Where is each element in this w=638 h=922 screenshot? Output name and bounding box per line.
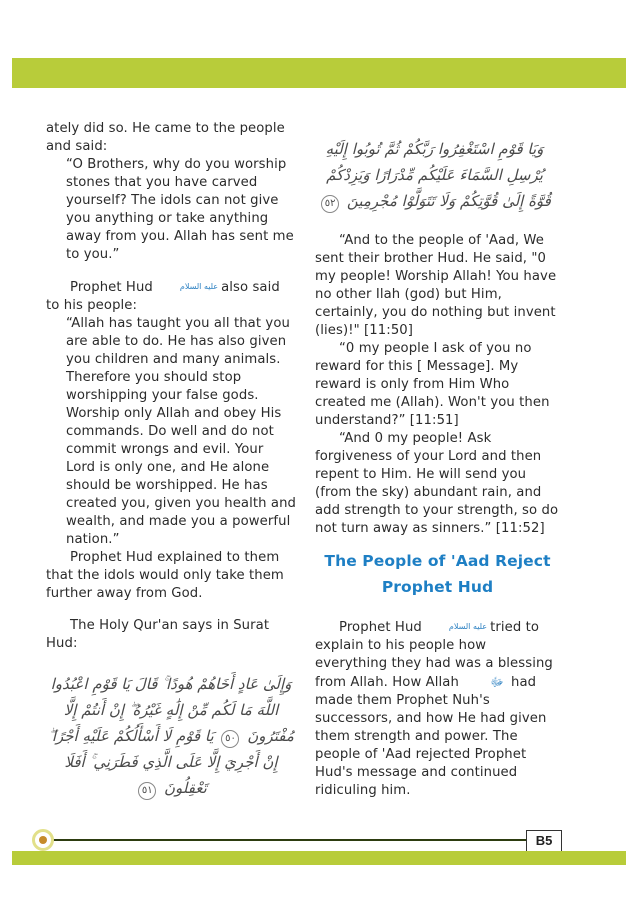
- verse-number-marker: ٥١: [138, 782, 156, 800]
- quote-paragraph: “Allah has taught you all that you are able to do. He has also given you children and many animals. Therefore you should stop worshipping your false gods. Worship only Allah and obey His commands. Do well and do not commit wrongs and evil. Your Lord is only one, and He alone should be worshipped. He has created you, given you health and wealth, and made you a powerful nation.”: [66, 316, 297, 547]
- paragraph: ately did so. He came to the people and said:: [46, 121, 285, 154]
- top-color-band: [12, 58, 626, 88]
- right-column: [315, 120, 560, 800]
- arabic-verse-block: [46, 671, 296, 801]
- honorific-glyph: عليه السلام: [448, 622, 488, 631]
- arabic-verse: يَا قَوْمِ لَا أَسْأَلُكُمْ عَلَيْهِ أَجْرًا ۖ إِنْ أَجْرِيَ إِلَّا عَلَى الَّذِي فَطَرَنِي ۚ أَفَلَا تَعْقِلُونَ: [48, 727, 278, 797]
- page-number: B5: [526, 830, 562, 852]
- honorific-glyph: عليه السلام: [179, 282, 219, 291]
- text-run: had made them Prophet Nuh's successors, and how He had given them strength and power. The people of 'Aad rejected Prophet Hud's message and continued ridiculing him.: [315, 675, 547, 798]
- paragraph: “And to the people of 'Aad, We sent their brother Hud. He said, "0 my people! Worship Allah! You have no other Ilah (god) but Him, certainly, you do nothing but invent (lies)!" [11:50]: [315, 233, 557, 338]
- text-run: Prophet Hud: [339, 620, 422, 635]
- text-run: also said to his people:: [46, 280, 280, 313]
- paragraph: [46, 278, 296, 315]
- paragraph: “0 my people I ask of you no reward for this [ Message]. My reward is only from Him Who created me (Allah). Won't you then understand?” [11:51]: [315, 341, 550, 428]
- text-run: tried to explain to his people how everything they had was a blessing from Allah. How Allah: [315, 620, 553, 690]
- verse-number-marker: ٥٠: [221, 730, 239, 748]
- footer-rule: [38, 839, 526, 841]
- heading-line: The People of 'Aad Reject: [324, 552, 551, 570]
- paragraph: [315, 618, 560, 800]
- allah-glyph: ﷻ: [490, 675, 504, 689]
- arabic-verse: وَإِلَىٰ عَادٍ أَخَاهُمْ هُودًا ۚ قَالَ يَا قَوْمِ اعْبُدُوا اللَّهَ مَا لَكُم مِّنْ إِلَٰهٍ غَيْرُهُ ۖ إِنْ أَنتُمْ إِلَّا مُفْتَرُونَ: [50, 675, 294, 745]
- quote-paragraph: “O Brothers, why do you worship stones that you have carved yourself? The idols can not give you anything or take anything away from you. Allah has sent me to you.”: [66, 157, 294, 262]
- section-heading: [315, 548, 560, 600]
- paragraph: The Holy Qur'an says in Surat Hud:: [46, 618, 270, 651]
- paragraph: Prophet Hud explained to them that the idols would only take them further away from God.: [46, 550, 284, 601]
- left-column: [46, 120, 296, 801]
- heading-line: Prophet Hud: [381, 578, 494, 596]
- text-run: Prophet Hud: [70, 280, 153, 295]
- arabic-verse: وَيَا قَوْمِ اسْتَغْفِرُوا رَبَّكُمْ ثُمَّ تُوبُوا إِلَيْهِ يُرْسِلِ السَّمَاءَ عَلَيْكُم مِّدْرَارًا وَيَزِدْكُمْ قُوَّةً إِلَىٰ قُوَّتِكُمْ وَلَا تَتَوَلَّوْا مُجْرِمِينَ: [325, 140, 551, 210]
- paragraph: “And 0 my people! Ask forgiveness of your Lord and then repent to Him. He will send you (from the sky) abundant rain, and add strength to your strength, so do not turn away as sinners.” [11:52]: [315, 431, 559, 536]
- bottom-color-band: [12, 851, 626, 865]
- verse-number-marker: ٥٢: [321, 195, 339, 213]
- ornament-icon: [32, 829, 54, 851]
- arabic-verse-block: [315, 136, 554, 214]
